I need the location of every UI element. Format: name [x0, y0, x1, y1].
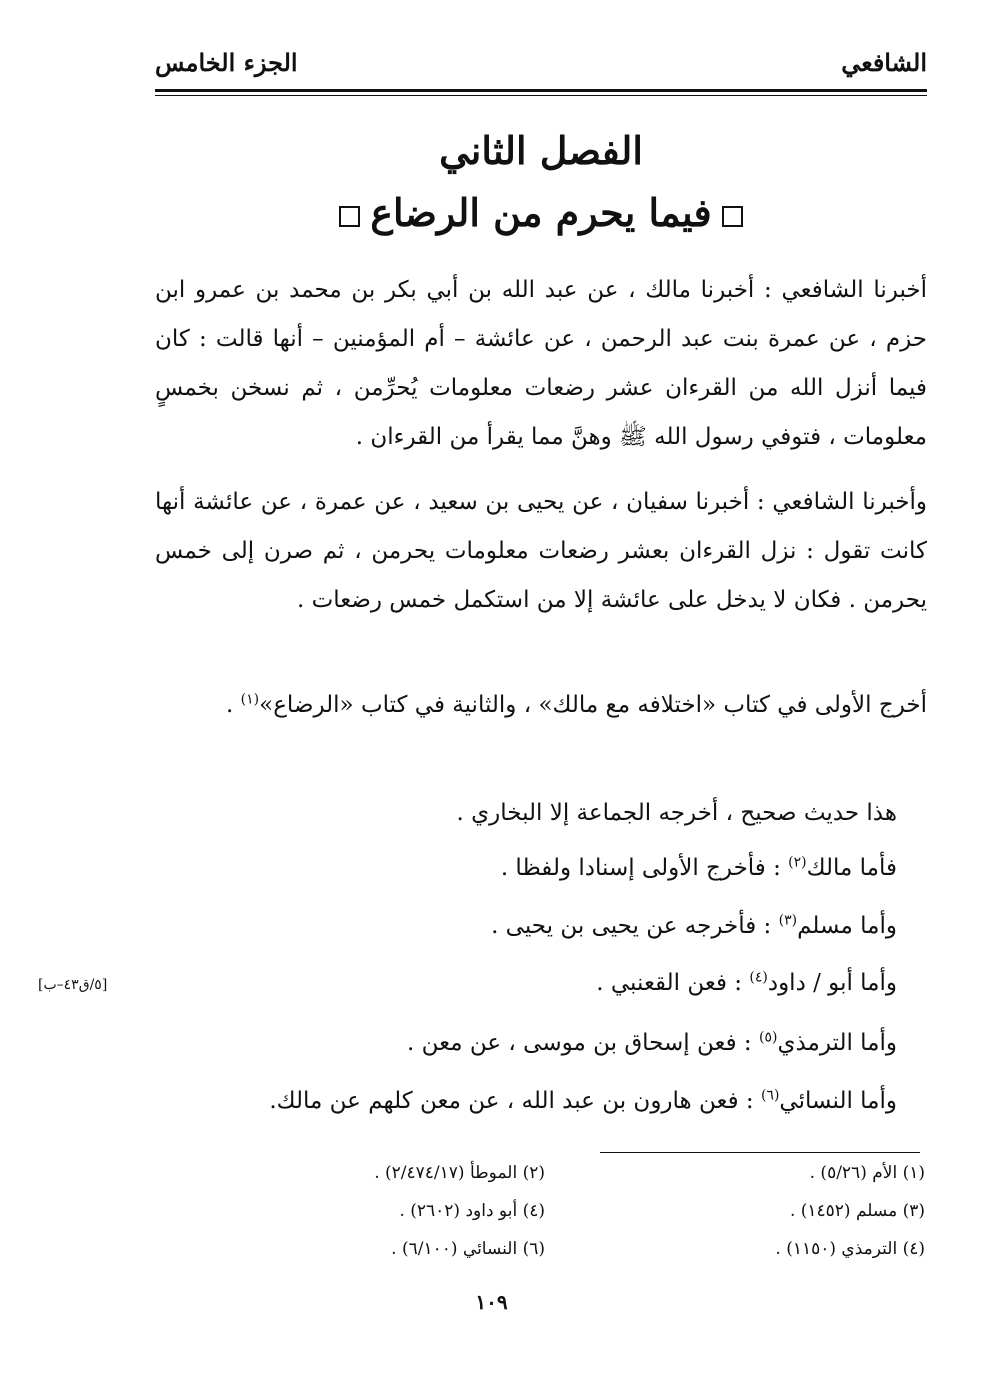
takhrij-paragraph	[155, 681, 927, 730]
line-text: : فعن القعنبي .	[596, 970, 750, 996]
takhrij-line	[596, 970, 897, 996]
square-ornament-icon	[339, 206, 360, 227]
line-text: هذا حديث صحيح ، أخرجه الجماعة إلا البخاري .	[456, 800, 897, 826]
takhrij-text: أخرج الأولى في كتاب «اختلافه مع مالك» ، والثانية في كتاب «الرضاع»	[259, 692, 927, 718]
line-text: وأما النسائي	[779, 1088, 897, 1114]
footnote-ref: (٢)	[788, 854, 807, 871]
footnote: (٤) الترمذي (١١٥٠) .	[775, 1239, 925, 1259]
header-volume-title: الجزء الخامس	[155, 48, 298, 77]
line-text: : فعن هارون بن عبد الله ، عن معن كلهم عن مالك.	[269, 1088, 761, 1114]
running-header	[155, 40, 927, 92]
chapter-subtitle-text: فيما يحرم من الرضاع	[370, 190, 712, 235]
footnote: (٣) مسلم (١٤٥٢) .	[789, 1201, 925, 1221]
line-text: : فعن إسحاق بن موسى ، عن معن .	[407, 1030, 759, 1056]
footnote: (٢) الموطأ (٢/٤٧٤/١٧) .	[374, 1163, 545, 1183]
header-rule-thin	[155, 95, 927, 96]
footnote-rule	[600, 1152, 920, 1153]
hadith-paragraph-2: وأخبرنا الشافعي : أخبرنا سفيان ، عن يحيى بن سعيد ، عن عمرة ، عن عائشة أنها كانت تقول : نزل القرءان بعشر رضعات معلومات يحرمن ، ثم صرن إلى خمس يحرمن . فكان لا يدخل على عائشة إلا من استكمل خمس رضعات .	[155, 489, 927, 613]
footnote: (٦) النسائي (٦/١٠٠) .	[391, 1239, 545, 1259]
footnote: (١) الأم (٥/٢٦) .	[809, 1163, 925, 1183]
footnote-ref: (٣)	[778, 912, 798, 929]
line-text: وأما أبو / داود	[767, 970, 897, 996]
page-number: ١٠٩	[475, 1290, 508, 1314]
line-text: وأما الترمذي	[777, 1030, 897, 1056]
header-book-title: الشافعي	[841, 48, 927, 77]
line-text: : فأخرج الأولى إسنادا ولفظا .	[500, 855, 789, 881]
footnote: (٤) أبو داود (٢٦٠٢) .	[399, 1201, 545, 1221]
line-text: فأما مالك	[806, 855, 897, 881]
footnote-ref: (٦)	[760, 1087, 780, 1104]
footnote-ref: (٤)	[749, 969, 768, 986]
takhrij-end: .	[226, 692, 241, 718]
hadith-paragraph-1: أخبرنا الشافعي : أخبرنا مالك ، عن عبد الله بن أبي بكر بن محمد بن عمرو ابن حزم ، عن عمرة بنت عبد الرحمن ، عن عائشة – أم المؤمنين – أنها قالت : كان فيما أنزل الله من القرءان عشر رضعات معلومات يُحرِّمن ، ثم نسخن بخمسٍ معلومات ، فتوفي رسول الله ﷺ وهنَّ مما يقرأ من القرءان .	[155, 277, 927, 450]
header-rule	[155, 89, 927, 92]
square-ornament-icon	[722, 206, 743, 227]
footnote-ref: (٥)	[758, 1029, 778, 1046]
footnote-ref: (١)	[240, 691, 260, 708]
takhrij-line	[269, 1088, 897, 1114]
takhrij-line	[407, 1030, 897, 1056]
takhrij-line	[501, 855, 897, 881]
line-text: : فأخرجه عن يحيى بن يحيى .	[491, 913, 779, 939]
takhrij-line	[491, 913, 897, 939]
chapter-title: الفصل الثاني	[439, 128, 643, 173]
manuscript-folio-note: [٥/ق٤٣–ب]	[38, 977, 108, 993]
chapter-subtitle	[155, 190, 927, 235]
takhrij-line	[456, 800, 897, 826]
line-text: وأما مسلم	[797, 913, 897, 939]
